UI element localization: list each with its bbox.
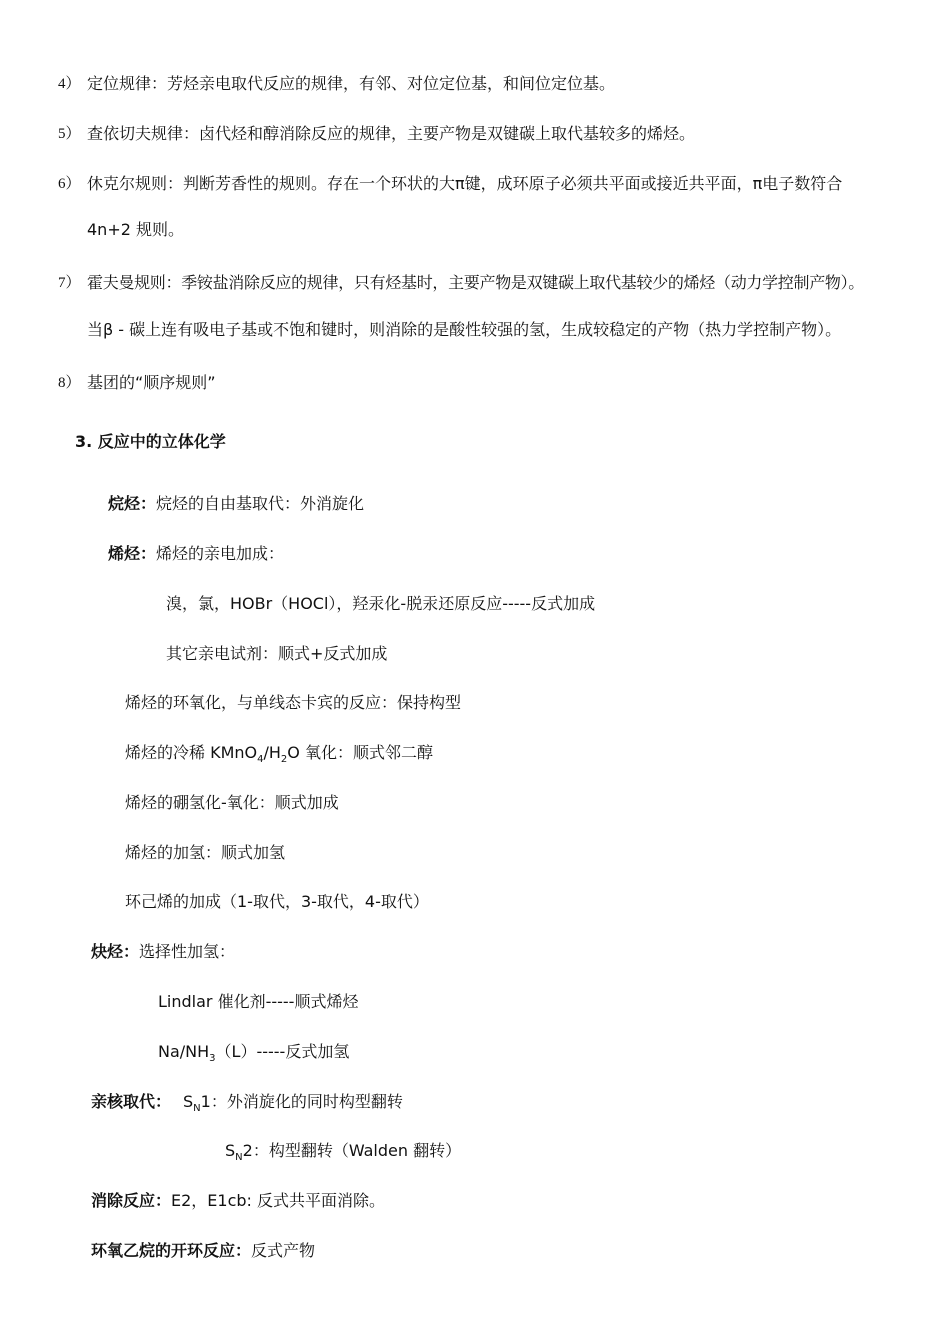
alkene-epoxidation: 烯烃的环氧化，与单线态卡宾的反应：保持构型 (125, 693, 462, 712)
sn-label: 亲核取代： (91, 1092, 172, 1111)
na-text: （L）-----反式加氢 (215, 1042, 350, 1061)
subscript: N (235, 1152, 243, 1163)
lindlar-line: Lindlar 催化剂-----顺式烯烃 (158, 992, 359, 1011)
sn2-line (225, 1141, 461, 1161)
subscript: N (193, 1103, 201, 1114)
rule-6-continuation: 4n+2 规则。 (87, 220, 184, 239)
epoxide-label: 环氧乙烷的开环反应： (91, 1241, 252, 1260)
rule-number: 7） (58, 275, 81, 291)
subscript: 4 (257, 754, 264, 765)
sn-entry (91, 1092, 171, 1112)
kmno4-text: 烯烃的冷稀 KMnO (125, 743, 258, 762)
alkane-text: 烷烃的自由基取代：外消旋化 (156, 494, 365, 513)
alkene-kmno4 (125, 743, 433, 763)
elimination-text: E2，E1cb: 反式共平面消除。 (171, 1191, 386, 1210)
rule-text: 霍夫曼规则：季铵盐消除反应的规律，只有烃基时，主要产物是双键碳上取代基较少的烯烃（动力学控制产物）。 (87, 273, 865, 292)
kmno4-text: O 氧化：顺式邻二醇 (287, 743, 433, 762)
rule-text: 基团的“顺序规则” (87, 373, 216, 392)
alkene-sub-1: 溴，氯，HOBr（HOCl），羟汞化-脱汞还原反应-----反式加成 (166, 594, 596, 613)
alkyne-entry (91, 942, 235, 962)
rule-number: 5） (58, 126, 81, 142)
alkene-entry (108, 544, 284, 564)
epoxide-entry (91, 1241, 315, 1261)
cyclohexene-addition: 环己烯的加成（1-取代，3-取代，4-取代） (125, 892, 429, 911)
alkene-hydroboration: 烯烃的硼氢化-氧化：顺式加成 (125, 793, 339, 812)
alkene-text: 烯烃的亲电加成： (156, 544, 285, 563)
alkene-hydrogenation: 烯烃的加氢：顺式加氢 (125, 843, 286, 862)
sn1-s: S (183, 1092, 194, 1111)
elimination-label: 消除反应： (91, 1191, 172, 1210)
na-text: Na/NH (158, 1042, 210, 1061)
alkyne-label: 炔烃： (91, 942, 140, 961)
rule-number: 8） (58, 375, 81, 391)
rule-text: 查依切夫规律：卤代烃和醇消除反应的规律，主要产物是双键碳上取代基较多的烯烃。 (87, 124, 696, 143)
sn2-s: S (225, 1141, 236, 1160)
sn2-text: 2：构型翻转（Walden 翻转） (242, 1141, 462, 1160)
na-nh3-line (158, 1042, 349, 1062)
alkene-sub-2: 其它亲电试剂：顺式+反式加成 (166, 644, 388, 663)
sn1-line (183, 1092, 403, 1112)
sn1-text: 1：外消旋化的同时构型翻转 (200, 1092, 403, 1111)
rule-text: 定位规律：芳烃亲电取代反应的规律，有邻、对位定位基，和间位定位基。 (87, 74, 616, 93)
elimination-entry (91, 1191, 385, 1211)
rule-7-continuation: 当β - 碳上连有吸电子基或不饱和键时，则消除的是酸性较强的氢，生成较稳定的产物（热力学控制产物）。 (87, 320, 842, 339)
alkane-label: 烷烃： (108, 494, 157, 513)
alkane-entry (108, 494, 364, 514)
subscript: 2 (280, 754, 288, 765)
section-heading: 3. 反应中的立体化学 (75, 432, 226, 451)
rule-number: 6） (58, 176, 81, 192)
alkene-label: 烯烃： (108, 544, 157, 563)
rule-number: 4） (58, 76, 81, 92)
subscript: 3 (209, 1053, 216, 1064)
rule-text: 休克尔规则：判断芳香性的规则。存在一个环状的大π键，成环原子必须共平面或接近共平面，π电子数符合 (87, 174, 843, 193)
alkyne-text: 选择性加氢： (139, 942, 236, 961)
epoxide-text: 反式产物 (251, 1241, 316, 1260)
kmno4-text: /H (263, 743, 281, 762)
